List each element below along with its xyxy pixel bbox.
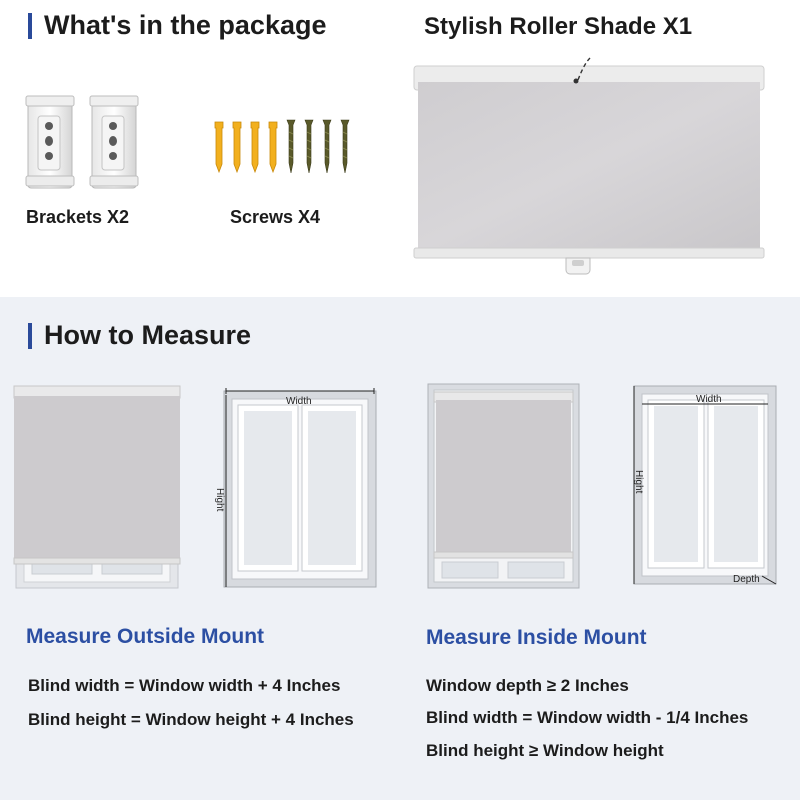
- screws-label: Screws X4: [230, 207, 321, 227]
- package-title-text: What's in the package: [44, 10, 327, 40]
- inside-rule-height: Blind height ≥ Window height: [426, 741, 664, 760]
- shade-label: Stylish Roller Shade X1: [424, 13, 693, 40]
- inside-rule-width: Blind width = Window width - 1/4 Inches: [426, 708, 749, 727]
- inside-mount-shade-illustration: [426, 382, 581, 590]
- inside-width-label: Width: [696, 394, 722, 405]
- accent-bar: [28, 13, 32, 39]
- brackets-illustration: [22, 94, 142, 194]
- inside-mount-title: Measure Inside Mount: [426, 626, 647, 649]
- outside-mount-title: Measure Outside Mount: [26, 625, 265, 648]
- screws: [287, 120, 349, 173]
- outside-rule-width: Blind width = Window width + 4 Inches: [28, 676, 341, 695]
- roller-shade-illustration: [408, 52, 778, 292]
- outside-mount-window-illustration: [218, 385, 383, 593]
- bracket-right: [90, 96, 138, 188]
- wall-anchors: [215, 122, 277, 172]
- measure-title: [28, 320, 251, 351]
- outside-width-label: Width: [286, 396, 312, 407]
- accent-bar: [28, 323, 32, 349]
- inside-depth-label: Depth: [733, 574, 760, 585]
- inside-rule-depth: Window depth ≥ 2 Inches: [426, 676, 629, 695]
- brackets-label: Brackets X2: [26, 207, 130, 227]
- outside-rule-height: Blind height = Window height + 4 Inches: [28, 710, 354, 729]
- package-title: [28, 10, 327, 41]
- measure-title-text: How to Measure: [44, 320, 252, 350]
- bracket-left: [26, 96, 74, 188]
- inside-mount-window-illustration: [630, 380, 780, 592]
- inside-height-label: Hight: [633, 470, 644, 494]
- screws-illustration: [205, 118, 355, 178]
- outside-height-label: Hight: [214, 488, 225, 512]
- outside-mount-shade-illustration: [12, 384, 182, 592]
